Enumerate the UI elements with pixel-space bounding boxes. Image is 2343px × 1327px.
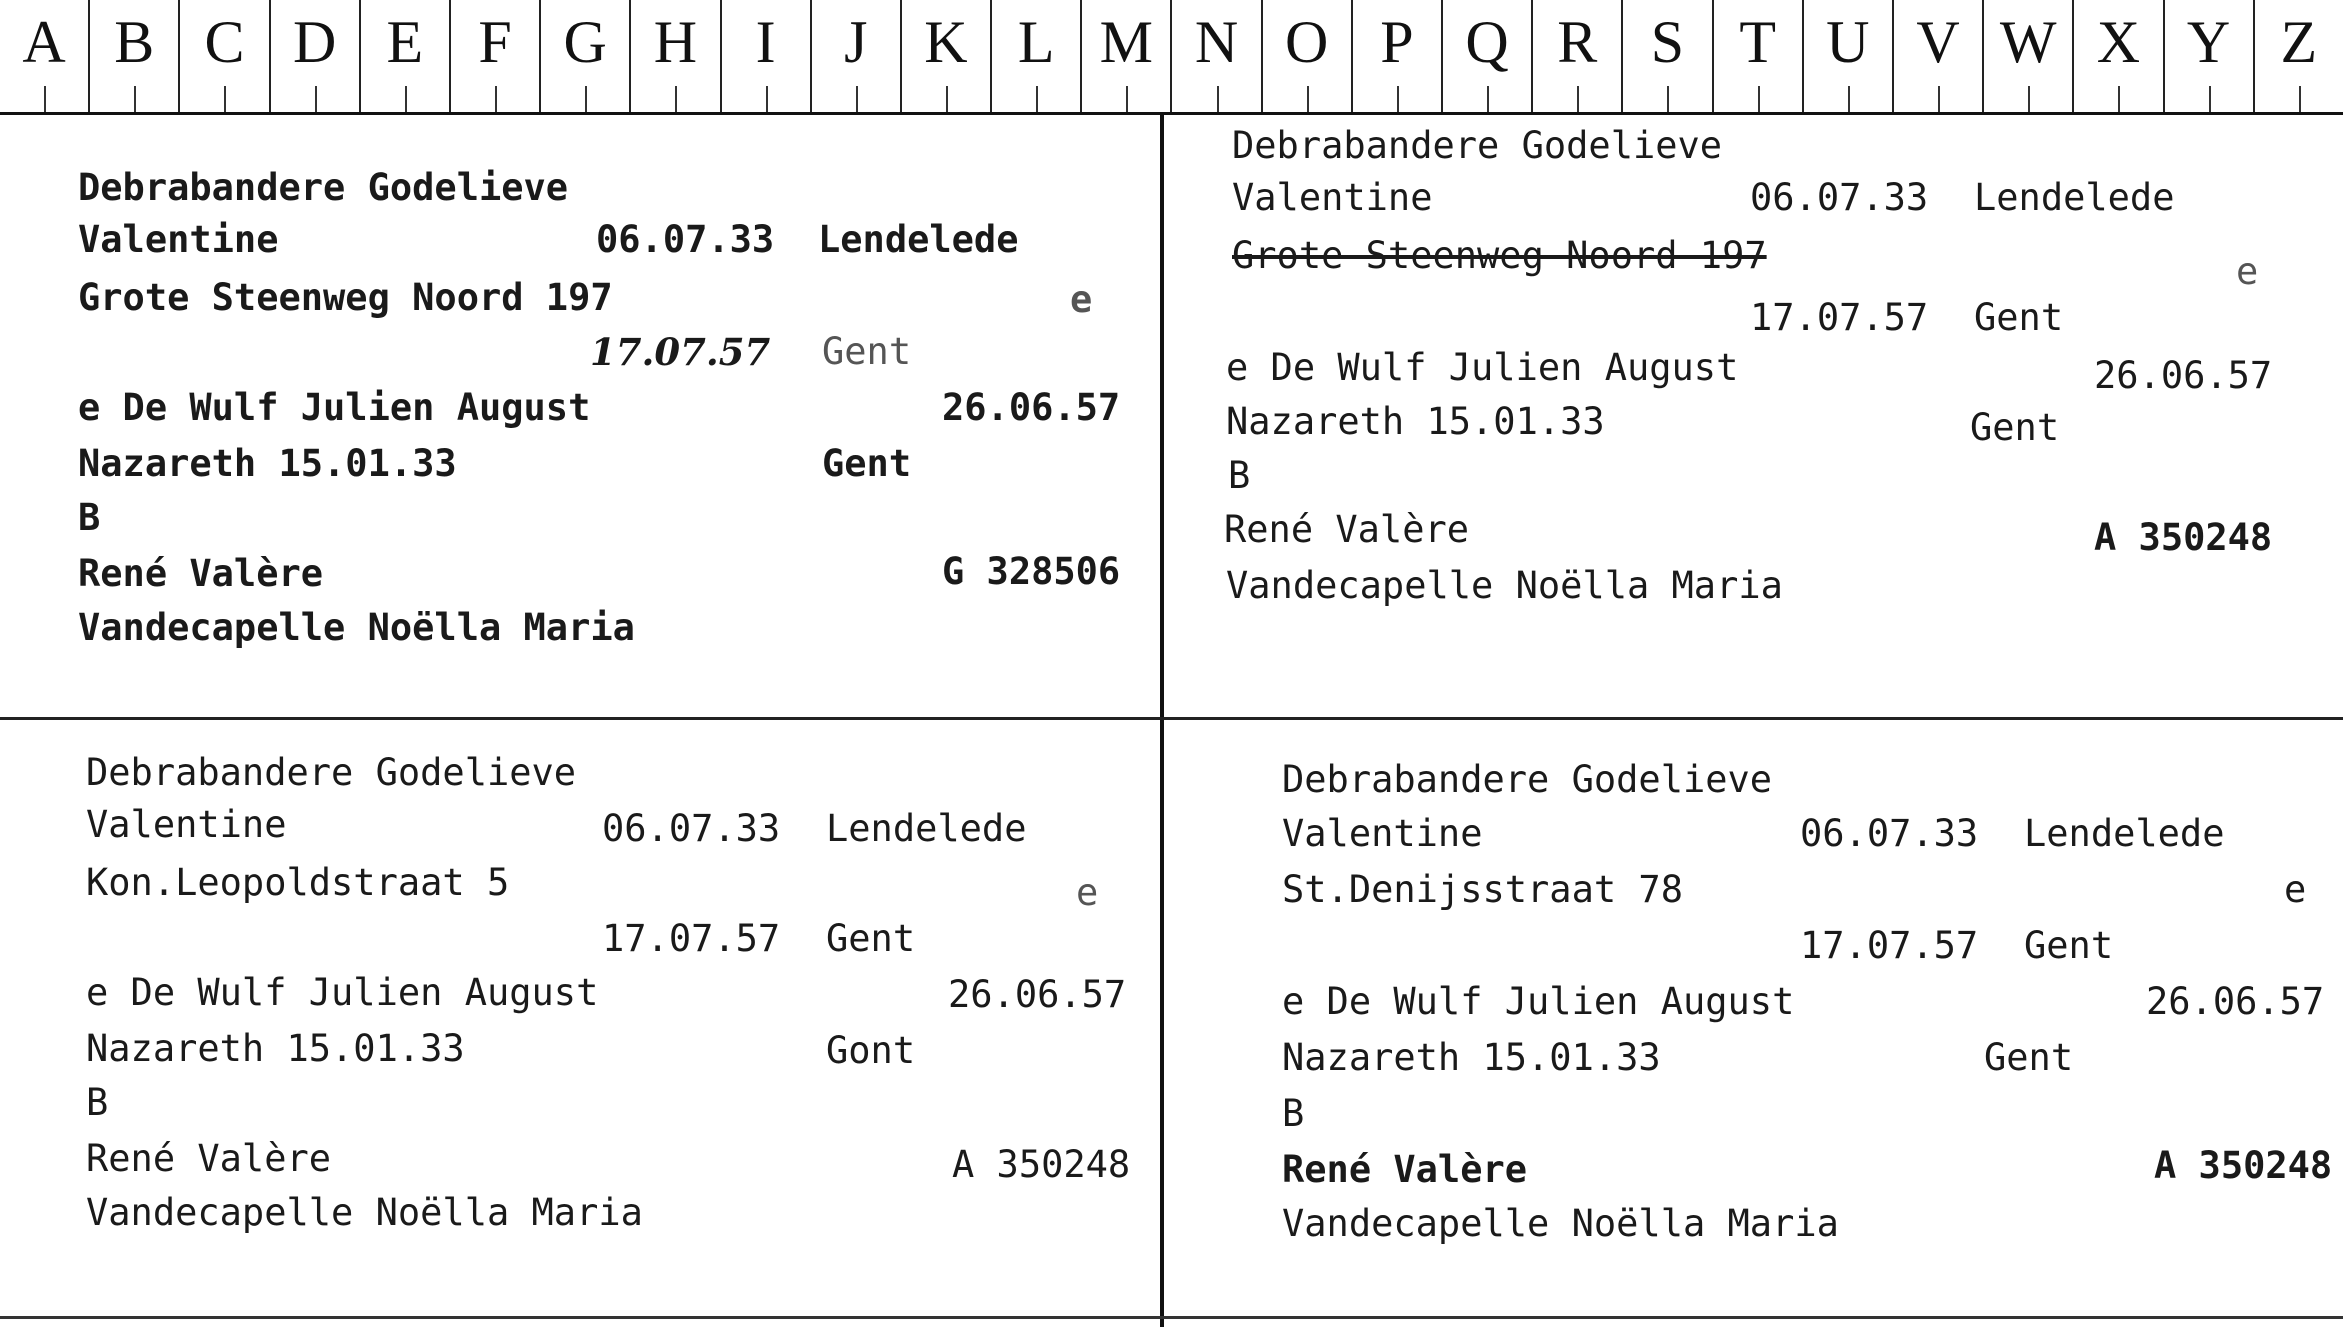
card-spouse-birth: Nazareth 15.01.33 (1226, 400, 1605, 443)
alphabet-letter-a: A (0, 0, 88, 112)
card-father: René Valère (78, 552, 324, 595)
alphabet-letter-y: Y (2163, 0, 2253, 112)
card-spouse-birth: Nazareth 15.01.33 (1282, 1036, 1661, 1079)
card-first-name: Valentine (1232, 176, 1433, 219)
card-first-name: Valentine (78, 218, 279, 261)
alphabet-letter-j: J (810, 0, 900, 112)
card-marriage-date: 26.06.57 (948, 973, 1127, 1016)
card-father: René Valère (1282, 1148, 1528, 1191)
card-birth-date: 06.07.33 (1800, 812, 1979, 855)
alphabet-letter-q: Q (1441, 0, 1531, 112)
card-mother: Vandecapelle Noëlla Maria (78, 606, 635, 649)
card-code: B (1282, 1092, 1305, 1135)
card-name: Debrabandere Godelieve (1232, 124, 1723, 167)
alphabet-letter-w: W (1982, 0, 2072, 112)
horizontal-divider (0, 717, 2343, 720)
alphabet-letter-z: Z (2253, 0, 2343, 112)
card-move-place: Gent (2024, 924, 2114, 967)
card-name: Debrabandere Godelieve (78, 166, 569, 209)
card-birth-place: Lendelede (826, 807, 1027, 850)
alphabet-letter-g: G (539, 0, 629, 112)
card-mother: Vandecapelle Noëlla Maria (1226, 564, 1783, 607)
card-code: B (1228, 454, 1251, 497)
alphabet-letter-d: D (269, 0, 359, 112)
card-marriage-date: 26.06.57 (2094, 354, 2273, 397)
card-birth-place: Lendelede (1974, 176, 2175, 219)
card-birth-date: 06.07.33 (1750, 176, 1929, 219)
alphabet-letter-o: O (1261, 0, 1351, 112)
card-marriage-place: Gent (1984, 1036, 2074, 1079)
card-marker: e (2284, 868, 2307, 911)
alphabet-letter-x: X (2072, 0, 2162, 112)
alphabet-letter-v: V (1892, 0, 1982, 112)
bottom-divider (0, 1316, 2343, 1319)
alphabet-letter-f: F (449, 0, 539, 112)
card-mother: Vandecapelle Noëlla Maria (1282, 1202, 1839, 1245)
card-birth-date: 06.07.33 (596, 218, 775, 261)
card-address: Kon.Leopoldstraat 5 (86, 861, 510, 904)
card-marriage-date: 26.06.57 (2146, 980, 2325, 1023)
card-ref: A 350248 (2154, 1144, 2333, 1187)
card-birth-place: Lendelede (2024, 812, 2225, 855)
card-marriage-date: 26.06.57 (942, 386, 1121, 429)
card-ref: A 350248 (2094, 516, 2273, 559)
alphabet-letter-b: B (88, 0, 178, 112)
card-ref: G 328506 (942, 550, 1121, 593)
card-name: Debrabandere Godelieve (86, 751, 577, 794)
card-marriage-place: Gent (822, 442, 912, 485)
alphabet-index-strip (0, 0, 2343, 115)
card-marker: e (1070, 278, 1093, 321)
card-spouse: e De Wulf Julien August (78, 386, 591, 429)
alphabet-letter-m: M (1080, 0, 1170, 112)
card-marker: e (1076, 871, 1099, 914)
card-marriage-place: Gont (826, 1029, 916, 1072)
card-mother: Vandecapelle Noëlla Maria (86, 1191, 643, 1234)
card-code: B (78, 496, 101, 539)
card-father: René Valère (86, 1137, 332, 1180)
alphabet-letter-n: N (1170, 0, 1260, 112)
card-address: Grote Steenweg Noord 197 (78, 276, 613, 319)
alphabet-letter-l: L (990, 0, 1080, 112)
card-move-date: 17.07.57 (1750, 296, 1929, 339)
card-move-place: Gent (1974, 296, 2064, 339)
card-spouse-birth: Nazareth 15.01.33 (78, 442, 457, 485)
alphabet-letter-t: T (1712, 0, 1802, 112)
card-first-name: Valentine (86, 803, 287, 846)
alphabet-letter-r: R (1531, 0, 1621, 112)
card-marriage-place: Gent (1970, 406, 2060, 449)
card-move-place: Gent (826, 917, 916, 960)
card-birth-place: Lendelede (818, 218, 1019, 261)
card-move-place: Gent (822, 330, 912, 373)
card-address: St.Denijsstraat 78 (1282, 868, 1683, 911)
card-spouse-birth: Nazareth 15.01.33 (86, 1027, 465, 1070)
card-code: B (86, 1081, 109, 1124)
alphabet-letter-c: C (178, 0, 268, 112)
card-name: Debrabandere Godelieve (1282, 758, 1773, 801)
card-spouse: e De Wulf Julien August (1282, 980, 1795, 1023)
card-spouse: e De Wulf Julien August (1226, 346, 1739, 389)
alphabet-letter-s: S (1621, 0, 1711, 112)
card-move-date: 17.07.57 (590, 330, 771, 374)
card-spouse: e De Wulf Julien August (86, 971, 599, 1014)
alphabet-letter-i: I (720, 0, 810, 112)
card-first-name: Valentine (1282, 812, 1483, 855)
card-move-date: 17.07.57 (1800, 924, 1979, 967)
alphabet-letter-k: K (900, 0, 990, 112)
card-marker: e (2236, 250, 2259, 293)
card-father: René Valère (1224, 508, 1470, 551)
card-move-date: 17.07.57 (602, 917, 781, 960)
card-address-struck: Grote Steenweg Noord 197 (1232, 234, 1767, 277)
alphabet-letter-p: P (1351, 0, 1441, 112)
alphabet-letter-h: H (629, 0, 719, 112)
card-birth-date: 06.07.33 (602, 807, 781, 850)
alphabet-letter-e: E (359, 0, 449, 112)
card-ref: A 350248 (952, 1143, 1131, 1186)
alphabet-letter-u: U (1802, 0, 1892, 112)
